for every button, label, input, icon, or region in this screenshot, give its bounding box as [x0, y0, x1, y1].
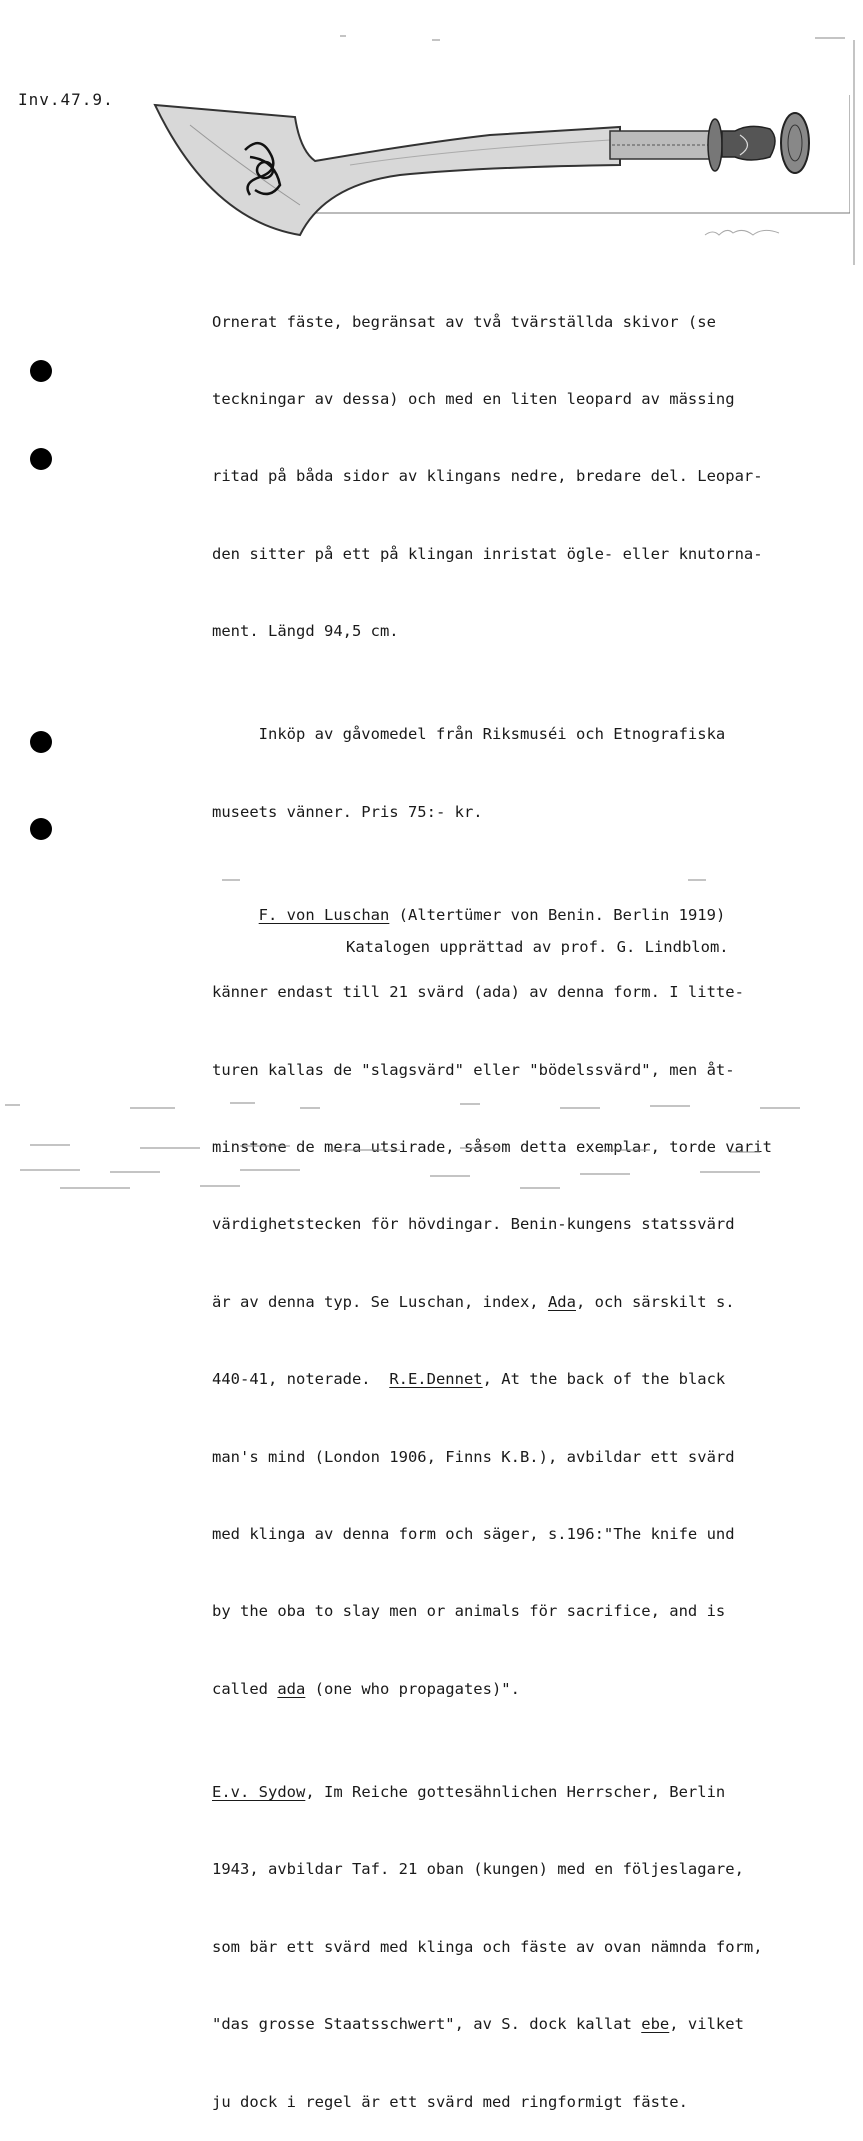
text-line: den sitter på ett på klingan inristat ögle- eller knutorna-	[212, 544, 763, 563]
author-dennet: R.E.Dennet	[389, 1370, 483, 1389]
text-line: teckningar av dessa) och med en liten leopard av mässing	[212, 389, 735, 408]
text-line: museets vänner. Pris 75:- kr.	[212, 802, 483, 821]
text-line: ritad på båda sidor av klingans nedre, bredare del. Leopar-	[212, 467, 763, 486]
sword-illustration	[150, 95, 850, 265]
punch-hole	[30, 360, 52, 382]
text-line: turen kallas de "slagsvärd" eller "bödelssvärd", men åt-	[212, 1060, 735, 1079]
text-line: F. von Luschan (Altertümer von Benin. Berlin 1919)	[258, 905, 726, 924]
text-line: med klinga av denna form och säger, s.196:"The knife und	[212, 1525, 735, 1544]
text-line: är av denna typ. Se Luschan, index, Ada, och särskilt s.	[212, 1292, 735, 1311]
text-line: som bär ett svärd med klinga och fäste av ovan nämnda form,	[212, 1937, 763, 1956]
term-ada: ada	[277, 1679, 306, 1698]
text-line: man's mind (London 1906, Finns K.B.), avbildar ett svärd	[212, 1447, 735, 1466]
text-line: ment. Längd 94,5 cm.	[212, 622, 399, 641]
text-line: 1943, avbildar Taf. 21 oban (kungen) med en följeslagare,	[212, 1860, 744, 1879]
text-line: 440-41, noterade. R.E.Dennet, At the back of the black	[212, 1370, 726, 1389]
term-ebe: ebe	[641, 2015, 670, 2034]
text-line: minstone de mera utsirade, såsom detta exemplar, torde varit	[212, 1138, 772, 1157]
text-line: känner endast till 21 svärd (ada) av denna form. I litte-	[212, 983, 744, 1002]
author-luschan: F. von Luschan	[258, 905, 390, 924]
punch-hole	[30, 448, 52, 470]
text-line: Ornerat fäste, begränsat av två tvärställda skivor (se	[212, 312, 716, 331]
punch-hole	[30, 818, 52, 840]
text-line: Inköp av gåvomedel från Riksmuséi och Etnografiska	[212, 725, 726, 744]
inventory-number: Inv.47.9.	[18, 90, 114, 109]
text-line: värdighetstecken för hövdingar. Benin-kungens statssvärd	[212, 1215, 735, 1234]
catalog-signature: Katalogen upprättad av prof. G. Lindblom.	[346, 938, 729, 956]
punch-hole	[30, 731, 52, 753]
text-line: by the oba to slay men or animals för sacrifice, and is	[212, 1602, 726, 1621]
text-line: E.v. Sydow, Im Reiche gottesähnlichen Herrscher, Berlin	[212, 1783, 726, 1802]
text-line: "das grosse Staatsschwert", av S. dock kallat ebe, vilket	[212, 2015, 744, 2034]
text-line: ju dock i regel är ett svärd med ringformigt fäste.	[212, 2092, 688, 2111]
term-ada: Ada	[547, 1292, 576, 1311]
author-sydow: E.v. Sydow	[212, 1783, 306, 1802]
text-line: called ada (one who propagates)".	[212, 1679, 520, 1698]
